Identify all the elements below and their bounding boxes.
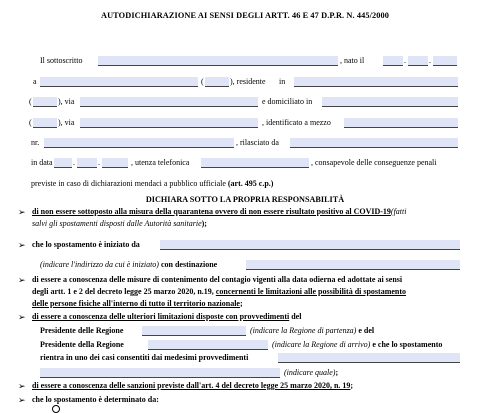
item-spostamento-inizio: che lo spostamento è iniziato da bbox=[32, 240, 140, 249]
item-spostamento-destinazione: (indicare l'indirizzo da cui è iniziato) con destinazione bbox=[40, 260, 218, 269]
label-presidente-partenza: Presidente delle Regione bbox=[40, 326, 124, 335]
label-utenza: , utenza telefonica bbox=[131, 158, 190, 167]
birth-month-field[interactable] bbox=[408, 56, 428, 66]
destination-field[interactable] bbox=[246, 260, 460, 270]
autodichiarazione-form: AUTODICHIARAZIONE AI SENSI DEGLI ARTT. 46 E 47 D.P.R. N. 445/2000 Il sottoscritto , nato il . . a ( ), residente in ( ), via e domiciliato in ( ), via , identificato a mezzo nr. , rilasciato da in data . . , utenza telefonica , consapevole delle conseguenze penali previste in caso di dichiarazioni mendaci a pubblico ufficiale (art. 495 c.p.) DICHIARA SOTTO LA PROPRIA RESPONSABILITÀ ➢ di non essere sottoposto alla misura della quarantena ovvero di non essere risultato positivo al COVID-19(fatti salvi gli spostamenti disposti dalle Autorità sanitarie); ➢ che lo spostamento è iniziato da (indicare l'indirizzo da cui è iniziato) con destinazione ➢ di essere a conoscenza delle misure di contenimento del contagio vigenti alla data odierna ed adottate ai sensi degli artt. 1 e 2 del decreto legge 25 marzo 2020, n.19, concernenti le limitazioni alle possibilità di spostamento delle persone fisiche all'interno di tutto il territorio nazionale; ➢ di essere a conoscenza delle ulteriori limitazioni disposte con provvedimenti del Presidente delle Regione (indicare la Regione di partenza) e del Presidente della Regione (indicare la Regione di arrivo) e che lo spostamento rientra in uno dei casi consentiti dai medesimi provvedimenti (indicare quale); ➢ di essere a conoscenza delle sanzioni previste dall'art. 4 del decreto legge 25 marzo 2020, n. 19; ➢ che lo spostamento è determinato da: bbox=[0, 0, 490, 408]
label-sottoscritto: Il sottoscritto bbox=[40, 56, 83, 65]
start-address-field[interactable] bbox=[160, 240, 460, 250]
label-rilasciato: , rilasciato da bbox=[236, 138, 279, 147]
arrow-bullet-icon: ➢ bbox=[18, 312, 26, 322]
item-quarantena: di non essere sottoposto alla misura della quarantena ovvero di non essere risultato positivo al COVID-19(fatti bbox=[32, 207, 407, 216]
label-via: ), via bbox=[58, 97, 75, 106]
label-via-2: ), via bbox=[58, 118, 75, 127]
section-heading: DICHIARA SOTTO LA PROPRIA RESPONSABILITÀ bbox=[145, 195, 345, 204]
residence-province-field[interactable] bbox=[33, 97, 57, 107]
domicile-street-field[interactable] bbox=[80, 118, 258, 128]
birth-province-field[interactable] bbox=[205, 77, 229, 87]
domicile-province-field[interactable] bbox=[33, 118, 57, 128]
item-limitazioni-arrivo-hint: (indicare la Regione di arrivo) e che lo spostamento bbox=[272, 340, 443, 349]
item-misure-line1: di essere a conoscenza delle misure di contenimento del contagio vigenti alla data odierna ed adottate ai sensi bbox=[32, 275, 403, 284]
item-limitazioni-quale: (indicare quale); bbox=[284, 368, 339, 377]
item-misure-line3: delle persone fisiche all'interno di tutto il territorio nazionale; bbox=[32, 299, 243, 308]
label-a: a bbox=[33, 77, 37, 86]
provision-case-field[interactable] bbox=[278, 353, 460, 363]
arrow-bullet-icon: ➢ bbox=[18, 381, 26, 391]
name-field[interactable] bbox=[98, 56, 338, 66]
id-number-field[interactable] bbox=[44, 138, 234, 148]
departure-region-field[interactable] bbox=[142, 326, 246, 336]
label-identificato: , identificato a mezzo bbox=[262, 118, 331, 127]
text-previste: previste in caso di dichiarazioni mendaci a pubblico ufficiale (art. 495 c.p.) bbox=[31, 179, 274, 188]
issue-month-field[interactable] bbox=[77, 158, 97, 168]
item-limitazioni-partenza-hint: (indicare la Regione di partenza) e del bbox=[250, 326, 375, 335]
issued-by-field[interactable] bbox=[290, 138, 458, 148]
item-motivo: che lo spostamento è determinato da: bbox=[32, 395, 159, 404]
phone-field[interactable] bbox=[201, 158, 309, 168]
label-residente: ), residente bbox=[230, 77, 266, 86]
item-limitazioni-rientra: rientra in uno dei casi consentiti dai medesimi provvedimenti bbox=[40, 353, 249, 362]
reason-radio[interactable] bbox=[52, 405, 60, 413]
label-in: in bbox=[279, 77, 286, 86]
label-nr: nr. bbox=[31, 138, 40, 147]
item-quarantena-cont: salvi gli spostamenti disposti dalle Autorità sanitarie); bbox=[32, 219, 207, 228]
arrow-bullet-icon: ➢ bbox=[18, 207, 26, 217]
birth-year-field[interactable] bbox=[433, 56, 457, 66]
label-consapevole: , consapevole delle conseguenze penali bbox=[311, 158, 437, 167]
residence-city-field[interactable] bbox=[294, 77, 458, 87]
label-domicilio: e domiciliato in bbox=[262, 97, 313, 106]
arrow-bullet-icon: ➢ bbox=[18, 395, 26, 405]
document-title: AUTODICHIARAZIONE AI SENSI DEGLI ARTT. 46 E 47 D.P.R. N. 445/2000 bbox=[101, 11, 389, 20]
item-sanzioni: di essere a conoscenza delle sanzioni previste dall'art. 4 del decreto legge 25 marzo 2020, n. 19; bbox=[32, 381, 354, 390]
label-nato-il: , nato il bbox=[340, 56, 365, 65]
domicile-city-field[interactable] bbox=[322, 97, 458, 107]
birth-day-field[interactable] bbox=[383, 56, 403, 66]
issue-year-field[interactable] bbox=[102, 158, 128, 168]
provision-case-field-2[interactable] bbox=[40, 368, 280, 378]
label-presidente-arrivo: Presidente della Regione bbox=[40, 340, 124, 349]
arrival-region-field[interactable] bbox=[148, 340, 268, 350]
item-misure-line2: degli artt. 1 e 2 del decreto legge 25 marzo 2020, n.19, concernenti le limitazioni alle possibilità di spostamento bbox=[32, 287, 407, 296]
id-document-field[interactable] bbox=[344, 118, 458, 128]
birth-place-field[interactable] bbox=[40, 77, 198, 87]
issue-day-field[interactable] bbox=[54, 158, 72, 168]
arrow-bullet-icon: ➢ bbox=[18, 240, 26, 250]
label-in-data: in data bbox=[31, 158, 53, 167]
arrow-bullet-icon: ➢ bbox=[18, 275, 26, 285]
item-limitazioni-line1: di essere a conoscenza delle ulteriori limitazioni disposte con provvedimenti del bbox=[32, 312, 302, 321]
residence-street-field[interactable] bbox=[80, 97, 258, 107]
